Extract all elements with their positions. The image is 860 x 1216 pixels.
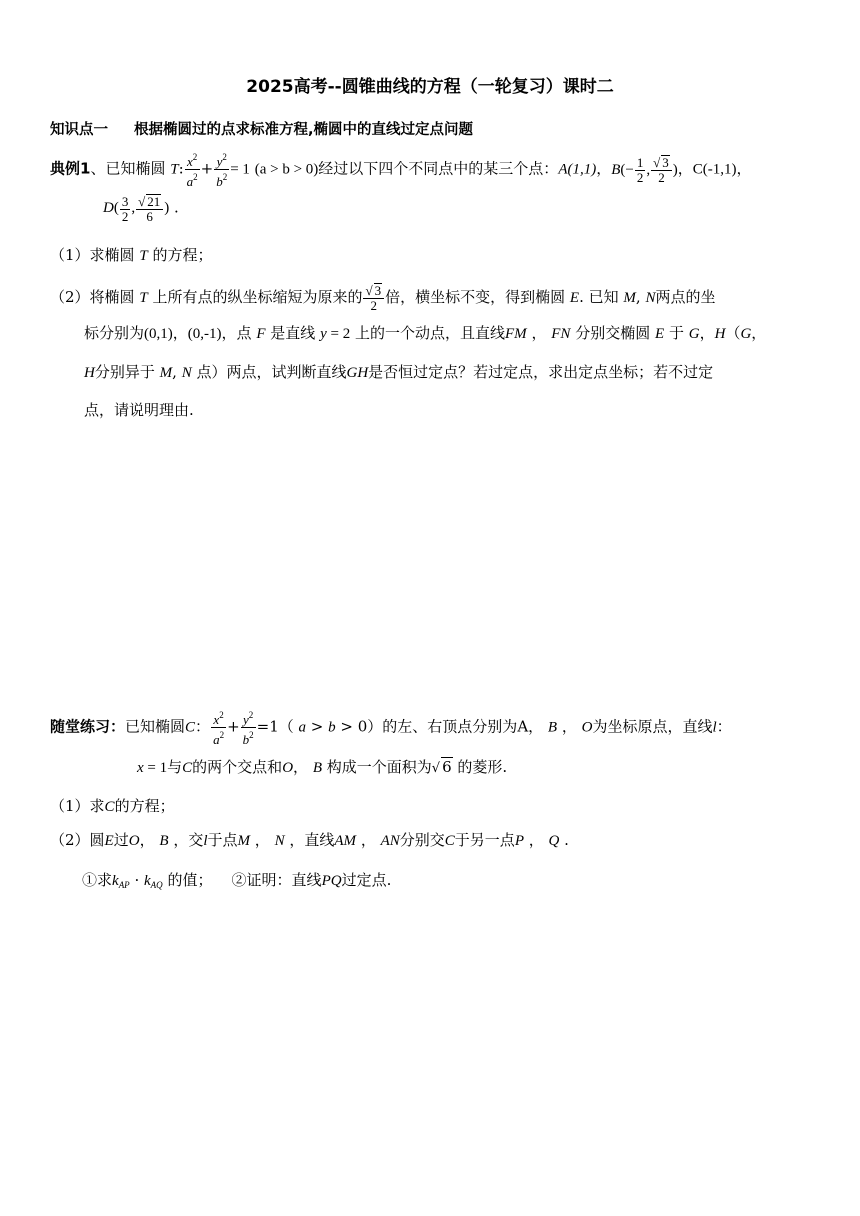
example1-label: 典例1 — [50, 159, 91, 178]
y-over-b-fraction: $\frac{y^2}{b^2}$ — [216, 152, 228, 189]
section-heading — [50, 118, 473, 139]
section-label: 知识点一 — [50, 122, 108, 138]
practice-label: 随堂练习： — [50, 717, 126, 736]
example1-question2-line2: 标分别为(0,1)，(0,-1)，点 F 是直线 y = 2 上的一个动点，且直线FM ， FN 分别交椭圆 E 于 G，H（G， — [84, 324, 767, 342]
example1-line2: D( $\frac{3}{2}$ , $\frac{√ 21}{6}$ ) . — [103, 193, 179, 224]
example1-line1: 典例1、已知椭圆 T: $\frac{x^2}{a^2}$ + $\frac{y^2}{b^2}$ = 1 (a > b > 0)经过以下四个不同点中的某三个点：A(1,1)，B(− $\frac{1}{2}$ , $\frac{√ 3}{2}$ )，C(-1,1)， — [50, 152, 752, 189]
example1-question1: （1）求椭圆 T 的方程； — [50, 246, 213, 264]
practice-line2: x = 1与C的两个交点和O， B 构成一个面积为√ 6 的菱形. — [137, 758, 508, 776]
page-title: 2025高考--圆锥曲线的方程（一轮复习）课时二 — [246, 77, 614, 97]
section-text: 根据椭圆过的点求标准方程,椭圆中的直线过定点问题 — [134, 122, 474, 138]
point-d: D( $\frac{3}{2}$ , $\frac{√ 21}{6}$ ) — [103, 193, 170, 224]
practice-question1: （1）求C的方程； — [50, 797, 175, 815]
point-c: C(-1,1) — [692, 161, 737, 178]
point-a: A(1,1) — [558, 161, 597, 178]
example1-question2-line4: 点，请说明理由. — [84, 401, 194, 419]
practice-question2: （2）圆E过O， B ，交l于点M ， N ，直线AM ， AN分别交C于另一点P ， Q . — [50, 831, 569, 849]
x-over-a-fraction: $\frac{x^2}{a^2}$ — [186, 152, 198, 189]
practice-subquestions: ①求$k_{AP} \cdot k_{AQ}$ 的值； ②证明：直线PQ过定点. — [82, 871, 392, 890]
practice-line1: 随堂练习：已知椭圆C： $\frac{x^2}{a^2}$ + $\frac{y^2}{b^2}$ =1（ a > b > 0）的左、右顶点分别为A， B ， O为坐标原点，直线l： — [50, 710, 732, 747]
example1-question2-line3: H分别异于 M, N 点）两点，试判断直线GH是否恒过定点？若过定点，求出定点坐标；若不过定 — [84, 363, 714, 381]
point-b: B(− $\frac{1}{2}$ , $\frac{√ 3}{2}$ ) — [611, 154, 678, 186]
example1-question2-line1: （2）将椭圆 T 上所有点的纵坐标缩短为原来的 $\frac{√ 3}{2}$ 倍，横坐标不变，得到椭圆 E. 已知 M, N两点的坐 — [50, 283, 716, 313]
